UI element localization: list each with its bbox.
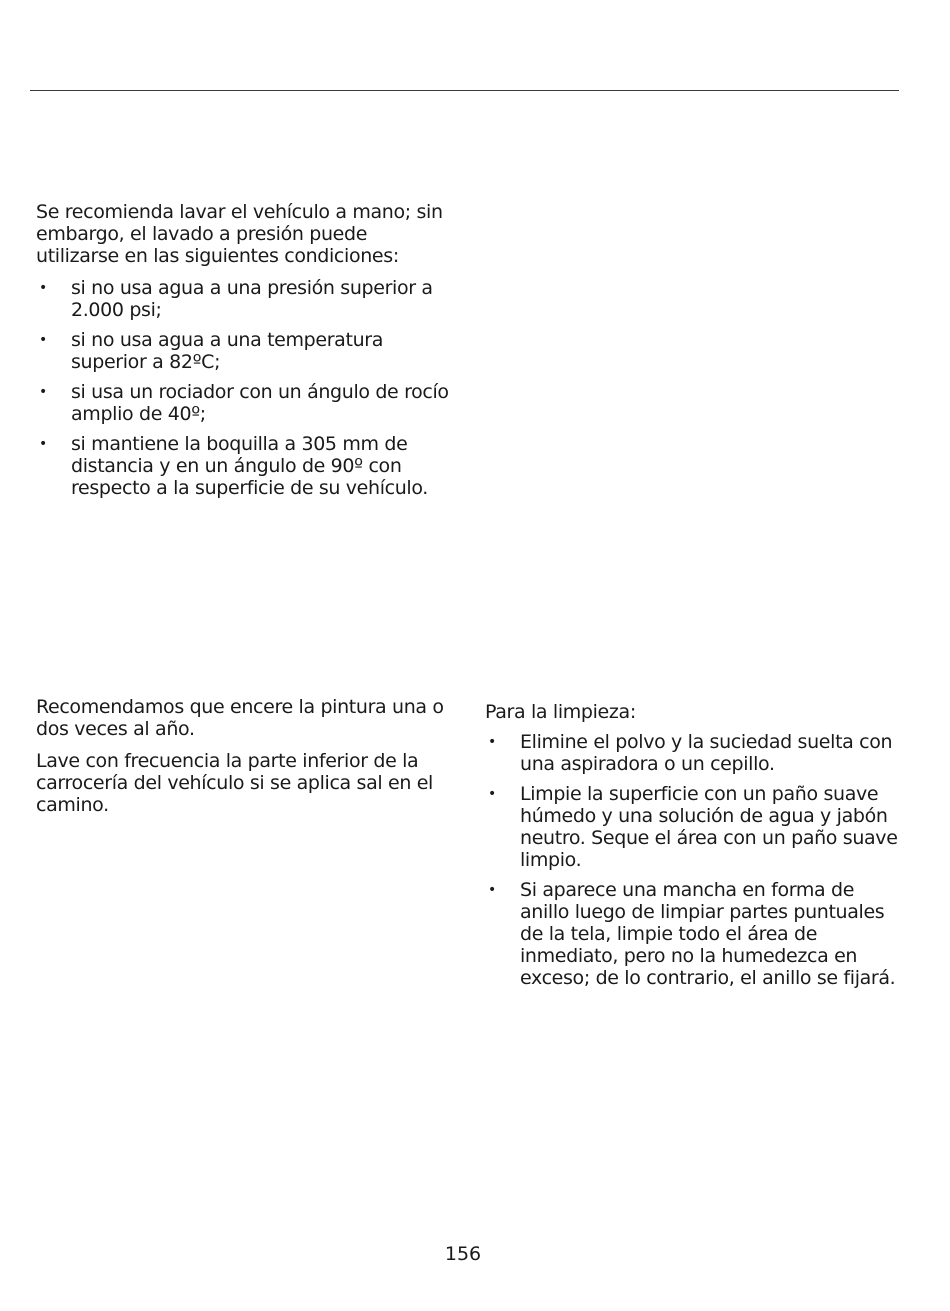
paint-care-para-1: Recomendamos que encere la pintura una o dos veces al año. xyxy=(36,696,444,740)
page-number: 156 xyxy=(444,1243,482,1265)
step-text: Limpie la superficie con un paño suave húmedo y una solución de agua y jabón neutro. Seque el área con un paño suave limpio. xyxy=(520,783,898,871)
cleaning-steps xyxy=(485,731,900,989)
bullet-icon: • xyxy=(39,436,47,452)
bullet-icon: • xyxy=(488,734,496,750)
condition-text: si mantiene la boquilla a 305 mm de distancia y en un ángulo de 90º con respecto a la superficie de su vehículo. xyxy=(71,433,428,499)
list-item xyxy=(36,277,451,321)
condition-text: si no usa agua a una presión superior a 2.000 psi; xyxy=(71,277,433,321)
bullet-icon: • xyxy=(488,882,496,898)
paint-care-section xyxy=(36,696,451,826)
step-text: Si aparece una mancha en forma de anillo luego de limpiar partes puntuales de la tela, limpie todo el área de inmediato, pero no la humedezca en exceso; de lo contrario, el anillo se fijará. xyxy=(520,879,896,989)
condition-text: si no usa agua a una temperatura superior a 82ºC; xyxy=(71,329,384,373)
bullet-icon: • xyxy=(39,332,47,348)
bullet-icon: • xyxy=(488,786,496,802)
bullet-icon: • xyxy=(39,280,47,296)
condition-text: si usa un rociador con un ángulo de rocío amplio de 40º; xyxy=(71,381,449,425)
list-item xyxy=(36,329,451,373)
pressure-wash-section xyxy=(36,201,451,507)
list-item xyxy=(485,731,900,775)
pressure-wash-conditions xyxy=(36,277,451,499)
list-item xyxy=(485,783,900,871)
pressure-wash-intro: Se recomienda lavar el vehículo a mano; sin embargo, el lavado a presión puede utilizarse en las siguientes condiciones: xyxy=(36,201,443,267)
cleaning-intro: Para la limpieza: xyxy=(485,701,636,723)
header-rule xyxy=(30,90,899,91)
list-item xyxy=(36,433,451,499)
step-text: Elimine el polvo y la suciedad suelta con una aspiradora o un cepillo. xyxy=(520,731,893,775)
paint-care-para-2: Lave con frecuencia la parte inferior de la carrocería del vehículo si se aplica sal en el camino. xyxy=(36,750,433,816)
list-item xyxy=(485,879,900,989)
cleaning-section xyxy=(485,701,900,997)
list-item xyxy=(36,381,451,425)
bullet-icon: • xyxy=(39,384,47,400)
